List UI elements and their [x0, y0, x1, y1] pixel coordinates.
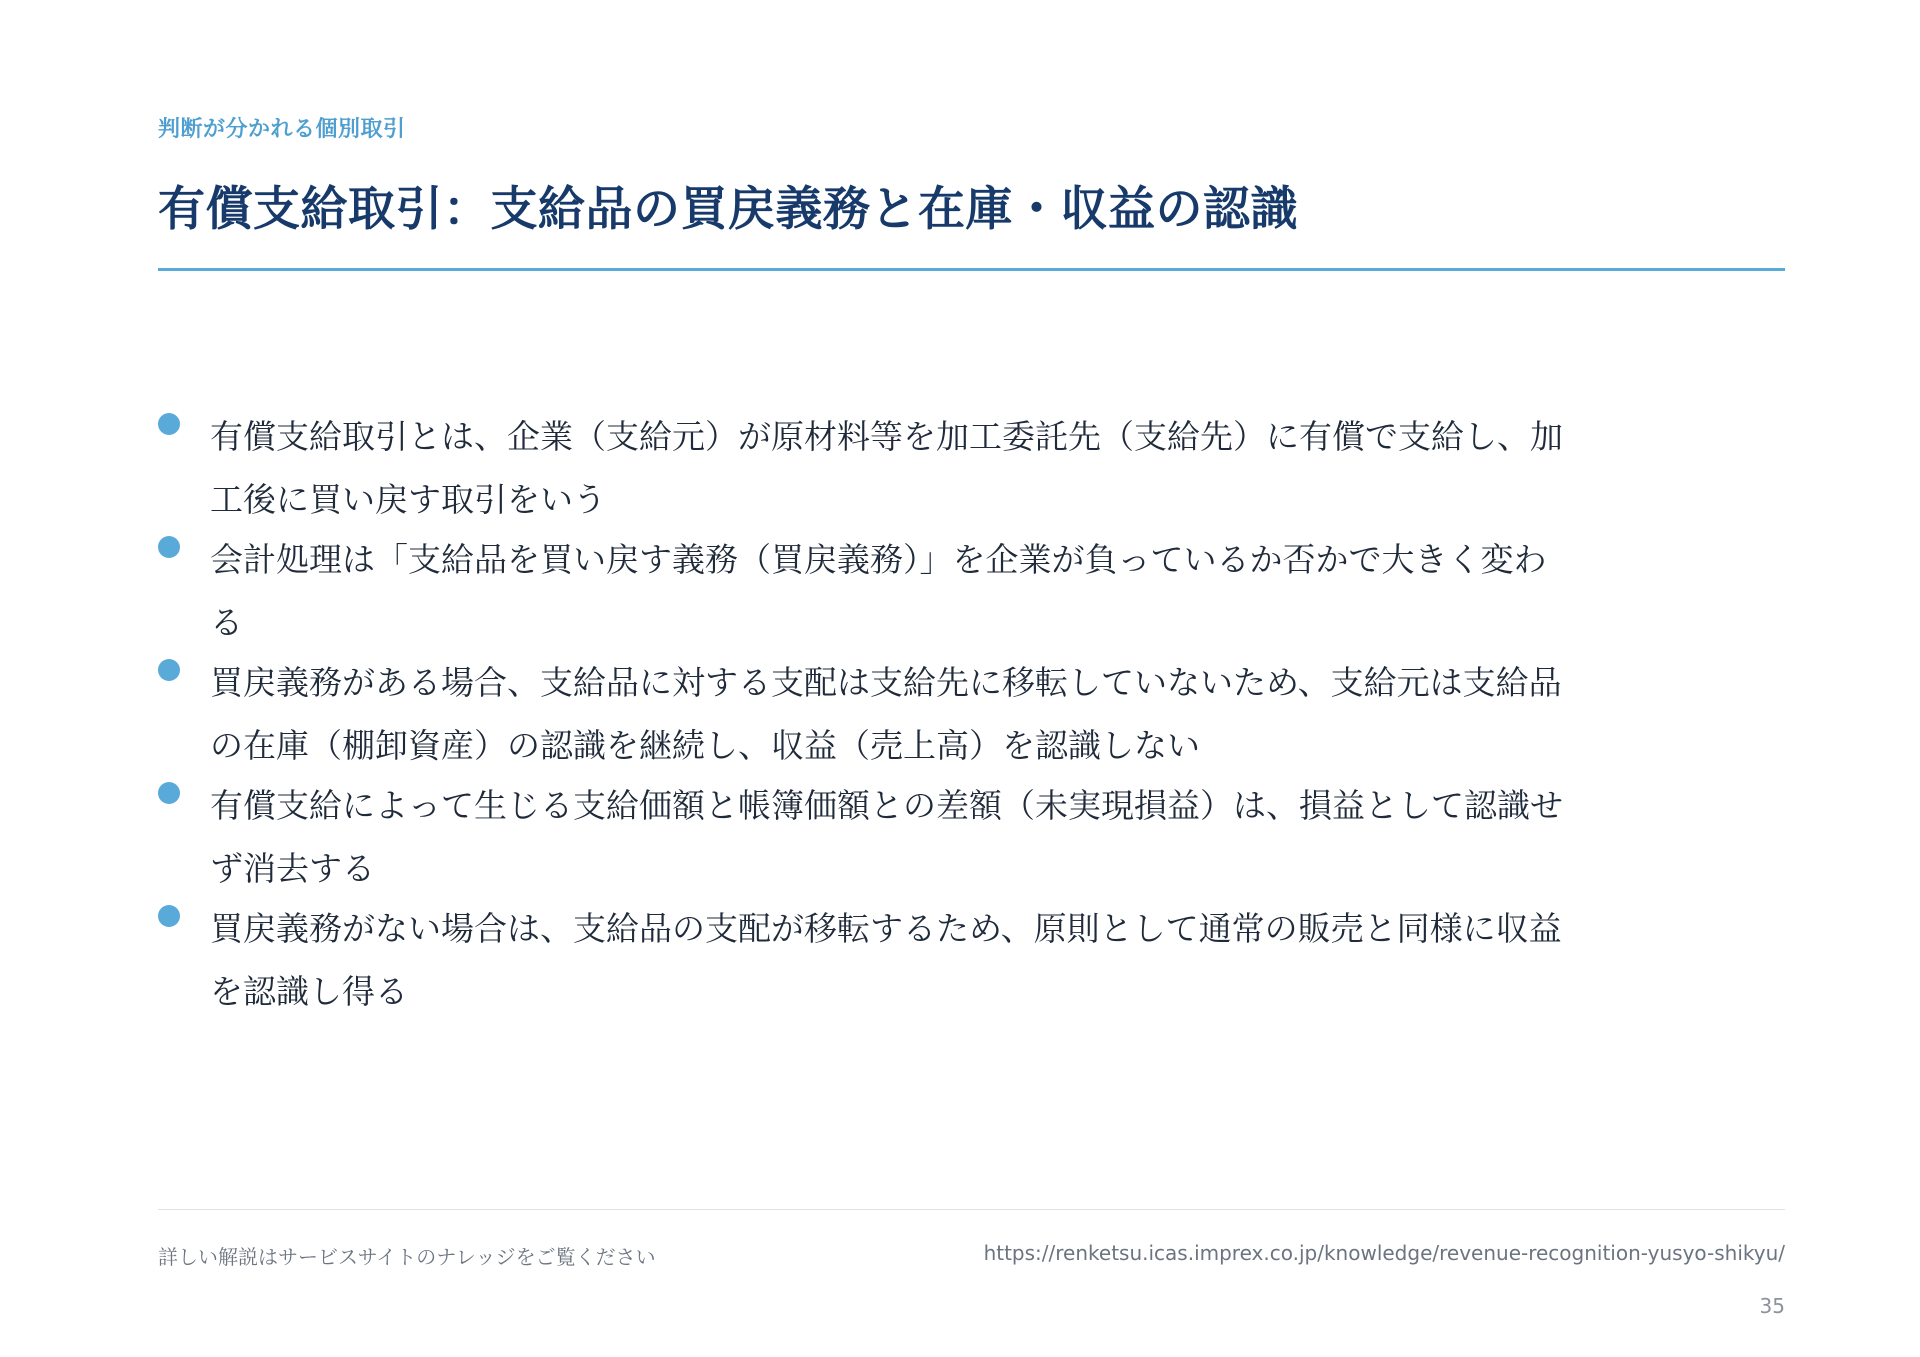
- bullet-item: [158, 774, 1578, 900]
- bullet-text: 買戻義務がある場合、支給品に対する支配は支給先に移転していないため、支給元は支給品の在庫（棚卸資産）の認識を継続し、収益（売上高）を認識しない: [210, 663, 1562, 765]
- title-divider: [158, 268, 1785, 271]
- bullet-text: 有償支給によって生じる支給価額と帳簿価額との差額（未実現損益）は、損益として認識せず消去する: [210, 786, 1563, 888]
- bullet-item: [158, 405, 1578, 531]
- bullet-item: [158, 651, 1578, 777]
- footer-divider: [158, 1209, 1785, 1210]
- section-label: 判断が分かれる個別取引: [158, 117, 406, 142]
- slide-title: 有償支給取引：支給品の買戻義務と在庫・収益の認識: [158, 182, 1298, 237]
- bullet-dot-icon: [158, 782, 180, 804]
- bullet-text: 買戻義務がない場合は、支給品の支配が移転するため、原則として通常の販売と同様に収益を認識し得る: [210, 909, 1562, 1011]
- bullet-dot-icon: [158, 905, 180, 927]
- page-number: 35: [1759, 1294, 1785, 1318]
- bullet-item: [158, 897, 1578, 1023]
- bullet-dot-icon: [158, 413, 180, 435]
- knowledge-link[interactable]: https://renketsu.icas.imprex.co.jp/knowledge/revenue-recognition-yusyo-shikyu/: [983, 1241, 1785, 1265]
- bullet-text: 有償支給取引とは、企業（支給元）が原材料等を加工委託先（支給先）に有償で支給し、加工後に買い戻す取引をいう: [210, 417, 1563, 519]
- bullet-dot-icon: [158, 536, 180, 558]
- footer-note: 詳しい解説はサービスサイトのナレッジをご覧ください: [158, 1245, 656, 1269]
- bullet-dot-icon: [158, 659, 180, 681]
- bullet-item: [158, 528, 1578, 654]
- bullet-text: 会計処理は「支給品を買い戻す義務（買戻義務）」を企業が負っているか否かで大きく変わる: [210, 540, 1547, 642]
- bullet-list: [158, 418, 1578, 1033]
